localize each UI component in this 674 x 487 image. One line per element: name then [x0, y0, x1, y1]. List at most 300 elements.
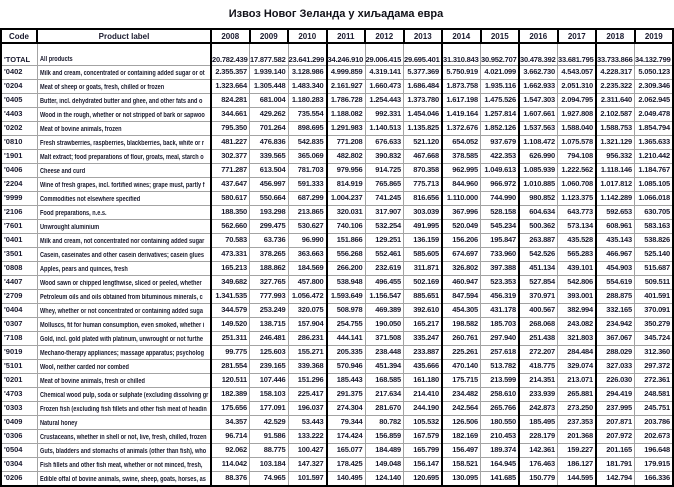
product-label-cell[interactable]	[37, 303, 211, 317]
value-cell-2011[interactable]: 291.375	[327, 387, 366, 401]
value-cell-2019[interactable]: 509.511	[635, 275, 674, 289]
code-cell[interactable]: '4407	[1, 275, 37, 289]
value-cell-2012[interactable]: 232.619	[365, 261, 404, 275]
value-cell-2019[interactable]: 350.279	[635, 317, 674, 331]
value-cell-2017[interactable]: 643.773	[558, 205, 597, 219]
value-cell-2008[interactable]: 99.775	[211, 345, 250, 359]
product-label-cell[interactable]	[37, 107, 211, 121]
value-cell-2009[interactable]: 1.305.448	[250, 79, 289, 93]
value-cell-2013[interactable]: 435.666	[404, 359, 443, 373]
value-cell-2016[interactable]: 1.010.885	[519, 177, 558, 191]
column-header-2016[interactable]: 2016	[519, 29, 558, 43]
value-cell-2015[interactable]: 189.374	[481, 443, 520, 457]
value-cell-2018[interactable]: 142.794	[596, 471, 635, 486]
value-cell-2014[interactable]: 260.761	[442, 331, 481, 345]
value-cell-2016[interactable]: 251.438	[519, 331, 558, 345]
value-cell-2019[interactable]: 2.309.346	[635, 79, 674, 93]
column-header-2013[interactable]: 2013	[404, 29, 443, 43]
value-cell-2008[interactable]: 562.660	[211, 219, 250, 233]
value-cell-2015[interactable]: 528.158	[481, 205, 520, 219]
value-cell-2014[interactable]: 156.206	[442, 233, 481, 247]
value-cell-2008[interactable]: 92.062	[211, 443, 250, 457]
product-label-cell[interactable]	[37, 275, 211, 289]
code-cell[interactable]: 'TOTAL	[1, 43, 37, 65]
value-cell-2009[interactable]: 103.184	[250, 457, 289, 471]
value-cell-2012[interactable]: 371.508	[365, 331, 404, 345]
value-cell-2009[interactable]: 246.481	[250, 331, 289, 345]
value-cell-2017[interactable]: 393.001	[558, 289, 597, 303]
value-cell-2019[interactable]: 515.687	[635, 261, 674, 275]
value-cell-2017[interactable]: 2.051.310	[558, 79, 597, 93]
value-cell-2014[interactable]: 31.310.843	[442, 43, 481, 65]
value-cell-2009[interactable]: 91.586	[250, 429, 289, 443]
value-cell-2014[interactable]: 242.564	[442, 401, 481, 415]
value-cell-2014[interactable]: 198.582	[442, 317, 481, 331]
value-cell-2015[interactable]: 1.852.126	[481, 121, 520, 135]
value-cell-2014[interactable]: 130.095	[442, 471, 481, 486]
value-cell-2018[interactable]: 288.029	[596, 345, 635, 359]
value-cell-2017[interactable]: 33.681.795	[558, 43, 597, 65]
value-cell-2008[interactable]: 88.376	[211, 471, 250, 486]
code-cell[interactable]: '0808	[1, 261, 37, 275]
value-cell-2008[interactable]: 34.357	[211, 415, 250, 429]
value-cell-2011[interactable]: 556.268	[327, 247, 366, 261]
value-cell-2014[interactable]: 520.049	[442, 219, 481, 233]
value-cell-2019[interactable]: 525.140	[635, 247, 674, 261]
code-cell[interactable]: '0402	[1, 65, 37, 79]
value-cell-2017[interactable]: 565.283	[558, 247, 597, 261]
value-cell-2014[interactable]: 654.052	[442, 135, 481, 149]
value-cell-2012[interactable]: 238.448	[365, 345, 404, 359]
value-cell-2013[interactable]: 392.610	[404, 303, 443, 317]
value-cell-2016[interactable]: 1.537.563	[519, 121, 558, 135]
value-cell-2018[interactable]: 435.143	[596, 233, 635, 247]
value-cell-2009[interactable]: 701.264	[250, 121, 289, 135]
value-cell-2013[interactable]: 585.605	[404, 247, 443, 261]
value-cell-2018[interactable]: 332.165	[596, 303, 635, 317]
value-cell-2018[interactable]: 237.995	[596, 401, 635, 415]
value-cell-2013[interactable]: 502.169	[404, 275, 443, 289]
value-cell-2015[interactable]: 733.960	[481, 247, 520, 261]
value-cell-2013[interactable]: 105.532	[404, 415, 443, 429]
value-cell-2011[interactable]: 174.424	[327, 429, 366, 443]
value-cell-2012[interactable]: 992.331	[365, 107, 404, 121]
code-cell[interactable]: '0306	[1, 429, 37, 443]
value-cell-2014[interactable]: 674.697	[442, 247, 481, 261]
value-cell-2010[interactable]: 781.703	[288, 163, 327, 177]
value-cell-2009[interactable]: 476.836	[250, 135, 289, 149]
value-cell-2009[interactable]: 1.939.140	[250, 65, 289, 79]
value-cell-2017[interactable]: 573.134	[558, 219, 597, 233]
value-cell-2012[interactable]: 765.865	[365, 177, 404, 191]
value-cell-2010[interactable]: 1.180.283	[288, 93, 327, 107]
value-cell-2011[interactable]: 740.106	[327, 219, 366, 233]
value-cell-2017[interactable]: 243.082	[558, 317, 597, 331]
value-cell-2012[interactable]: 190.050	[365, 317, 404, 331]
value-cell-2013[interactable]: 120.695	[404, 471, 443, 486]
value-cell-2010[interactable]: 1.056.472	[288, 289, 327, 303]
value-cell-2016[interactable]: 142.361	[519, 443, 558, 457]
value-cell-2014[interactable]: 1.873.758	[442, 79, 481, 93]
value-cell-2016[interactable]: 272.207	[519, 345, 558, 359]
column-header-2015[interactable]: 2015	[481, 29, 520, 43]
value-cell-2018[interactable]: 2.235.322	[596, 79, 635, 93]
value-cell-2012[interactable]: 676.633	[365, 135, 404, 149]
product-label-cell[interactable]	[37, 457, 211, 471]
product-label-cell[interactable]	[37, 205, 211, 219]
product-label-cell[interactable]	[37, 233, 211, 247]
code-cell[interactable]: '0409	[1, 415, 37, 429]
value-cell-2017[interactable]: 1.060.708	[558, 177, 597, 191]
value-cell-2008[interactable]: 344.579	[211, 303, 250, 317]
value-cell-2013[interactable]: 775.713	[404, 177, 443, 191]
value-cell-2017[interactable]: 186.127	[558, 457, 597, 471]
code-cell[interactable]: '0405	[1, 93, 37, 107]
value-cell-2010[interactable]: 320.075	[288, 303, 327, 317]
value-cell-2012[interactable]: 281.670	[365, 401, 404, 415]
value-cell-2013[interactable]: 214.410	[404, 387, 443, 401]
value-cell-2015[interactable]: 30.952.707	[481, 43, 520, 65]
value-cell-2011[interactable]: 1.593.649	[327, 289, 366, 303]
value-cell-2012[interactable]: 156.859	[365, 429, 404, 443]
value-cell-2014[interactable]: 367.996	[442, 205, 481, 219]
value-cell-2016[interactable]: 214.351	[519, 373, 558, 387]
value-cell-2016[interactable]: 542.526	[519, 247, 558, 261]
value-cell-2015[interactable]: 141.685	[481, 471, 520, 486]
value-cell-2008[interactable]: 349.682	[211, 275, 250, 289]
value-cell-2018[interactable]: 181.791	[596, 457, 635, 471]
value-cell-2017[interactable]: 159.227	[558, 443, 597, 457]
value-cell-2015[interactable]: 258.610	[481, 387, 520, 401]
value-cell-2008[interactable]: 481.227	[211, 135, 250, 149]
value-cell-2012[interactable]: 469.389	[365, 303, 404, 317]
value-cell-2019[interactable]: 202.673	[635, 429, 674, 443]
value-cell-2019[interactable]: 370.091	[635, 303, 674, 317]
value-cell-2018[interactable]: 592.653	[596, 205, 635, 219]
value-cell-2012[interactable]: 124.140	[365, 471, 404, 486]
value-cell-2009[interactable]: 299.475	[250, 219, 289, 233]
value-cell-2018[interactable]: 554.619	[596, 275, 635, 289]
value-cell-2011[interactable]: 274.304	[327, 401, 366, 415]
value-cell-2015[interactable]: 513.782	[481, 359, 520, 373]
value-cell-2019[interactable]: 1.210.442	[635, 149, 674, 163]
value-cell-2017[interactable]: 1.075.578	[558, 135, 597, 149]
value-cell-2012[interactable]: 80.782	[365, 415, 404, 429]
value-cell-2011[interactable]: 482.802	[327, 149, 366, 163]
value-cell-2013[interactable]: 165.217	[404, 317, 443, 331]
value-cell-2017[interactable]: 439.101	[558, 261, 597, 275]
value-cell-2011[interactable]: 185.443	[327, 373, 366, 387]
value-cell-2017[interactable]: 329.074	[558, 359, 597, 373]
value-cell-2018[interactable]: 454.903	[596, 261, 635, 275]
column-header-2017[interactable]: 2017	[558, 29, 597, 43]
code-cell[interactable]: '7108	[1, 331, 37, 345]
value-cell-2016[interactable]: 1.108.472	[519, 135, 558, 149]
product-label-cell[interactable]	[37, 121, 211, 135]
value-cell-2008[interactable]: 302.377	[211, 149, 250, 163]
value-cell-2019[interactable]: 297.372	[635, 359, 674, 373]
value-cell-2013[interactable]: 870.358	[404, 163, 443, 177]
value-cell-2011[interactable]: 2.161.927	[327, 79, 366, 93]
code-cell[interactable]: '0810	[1, 135, 37, 149]
value-cell-2017[interactable]: 321.803	[558, 331, 597, 345]
value-cell-2010[interactable]: 101.597	[288, 471, 327, 486]
value-cell-2017[interactable]: 273.250	[558, 401, 597, 415]
value-cell-2014[interactable]: 156.497	[442, 443, 481, 457]
code-cell[interactable]: '5101	[1, 359, 37, 373]
value-cell-2011[interactable]: 34.246.910	[327, 43, 366, 65]
value-cell-2010[interactable]: 133.222	[288, 429, 327, 443]
value-cell-2010[interactable]: 155.271	[288, 345, 327, 359]
value-cell-2010[interactable]: 157.904	[288, 317, 327, 331]
value-cell-2012[interactable]: 4.319.141	[365, 65, 404, 79]
value-cell-2009[interactable]: 107.446	[250, 373, 289, 387]
product-label-cell[interactable]	[37, 93, 211, 107]
value-cell-2015[interactable]: 195.847	[481, 233, 520, 247]
value-cell-2018[interactable]: 234.942	[596, 317, 635, 331]
value-cell-2013[interactable]: 161.180	[404, 373, 443, 387]
value-cell-2019[interactable]: 2.062.945	[635, 93, 674, 107]
value-cell-2008[interactable]: 795.350	[211, 121, 250, 135]
value-cell-2013[interactable]: 165.799	[404, 443, 443, 457]
value-cell-2008[interactable]: 20.782.439	[211, 43, 250, 65]
value-cell-2014[interactable]: 962.995	[442, 163, 481, 177]
value-cell-2019[interactable]: 248.581	[635, 387, 674, 401]
value-cell-2016[interactable]: 500.362	[519, 219, 558, 233]
value-cell-2017[interactable]: 1.222.562	[558, 163, 597, 177]
value-cell-2010[interactable]: 196.037	[288, 401, 327, 415]
value-cell-2008[interactable]: 281.554	[211, 359, 250, 373]
value-cell-2019[interactable]: 538.826	[635, 233, 674, 247]
code-cell[interactable]: '0202	[1, 121, 37, 135]
value-cell-2018[interactable]: 327.033	[596, 359, 635, 373]
value-cell-2010[interactable]: 363.663	[288, 247, 327, 261]
value-cell-2015[interactable]: 545.234	[481, 219, 520, 233]
value-cell-2013[interactable]: 467.668	[404, 149, 443, 163]
value-cell-2018[interactable]: 1.588.753	[596, 121, 635, 135]
value-cell-2008[interactable]: 251.311	[211, 331, 250, 345]
value-cell-2014[interactable]: 126.506	[442, 415, 481, 429]
value-cell-2016[interactable]: 30.478.392	[519, 43, 558, 65]
value-cell-2013[interactable]: 136.159	[404, 233, 443, 247]
value-cell-2008[interactable]: 437.647	[211, 177, 250, 191]
value-cell-2013[interactable]: 1.373.780	[404, 93, 443, 107]
value-cell-2015[interactable]: 185.703	[481, 317, 520, 331]
value-cell-2014[interactable]: 1.617.198	[442, 93, 481, 107]
value-cell-2012[interactable]: 29.006.415	[365, 43, 404, 65]
value-cell-2014[interactable]: 326.802	[442, 261, 481, 275]
product-label-cell[interactable]	[37, 247, 211, 261]
code-cell[interactable]: '7601	[1, 219, 37, 233]
column-header-2008[interactable]: 2008	[211, 29, 250, 43]
value-cell-2015[interactable]: 4.021.099	[481, 65, 520, 79]
value-cell-2012[interactable]: 149.048	[365, 457, 404, 471]
value-cell-2018[interactable]: 226.030	[596, 373, 635, 387]
value-cell-2018[interactable]: 466.967	[596, 247, 635, 261]
value-cell-2019[interactable]: 179.915	[635, 457, 674, 471]
value-cell-2013[interactable]: 1.686.484	[404, 79, 443, 93]
value-cell-2016[interactable]: 400.567	[519, 303, 558, 317]
value-cell-2016[interactable]: 1.607.661	[519, 107, 558, 121]
value-cell-2015[interactable]: 213.599	[481, 373, 520, 387]
value-cell-2017[interactable]: 435.528	[558, 233, 597, 247]
value-cell-2015[interactable]: 297.940	[481, 331, 520, 345]
product-label-cell[interactable]	[37, 219, 211, 233]
value-cell-2015[interactable]: 1.049.613	[481, 163, 520, 177]
product-label-cell[interactable]	[37, 345, 211, 359]
value-cell-2009[interactable]: 158.103	[250, 387, 289, 401]
product-label-cell[interactable]	[37, 289, 211, 303]
value-cell-2010[interactable]: 591.333	[288, 177, 327, 191]
value-cell-2015[interactable]: 966.972	[481, 177, 520, 191]
value-cell-2012[interactable]: 552.461	[365, 247, 404, 261]
value-cell-2016[interactable]: 185.495	[519, 415, 558, 429]
value-cell-2014[interactable]: 5.750.919	[442, 65, 481, 79]
code-cell[interactable]: '4403	[1, 107, 37, 121]
value-cell-2017[interactable]: 542.806	[558, 275, 597, 289]
value-cell-2010[interactable]: 3.128.986	[288, 65, 327, 79]
value-cell-2011[interactable]: 570.946	[327, 359, 366, 373]
value-cell-2009[interactable]: 125.603	[250, 345, 289, 359]
value-cell-2015[interactable]: 431.178	[481, 303, 520, 317]
value-cell-2009[interactable]: 17.877.582	[250, 43, 289, 65]
value-cell-2010[interactable]: 898.695	[288, 121, 327, 135]
value-cell-2013[interactable]: 167.579	[404, 429, 443, 443]
value-cell-2015[interactable]: 257.618	[481, 345, 520, 359]
value-cell-2011[interactable]: 165.077	[327, 443, 366, 457]
value-cell-2012[interactable]: 1.140.513	[365, 121, 404, 135]
value-cell-2009[interactable]: 777.993	[250, 289, 289, 303]
code-cell[interactable]: '9999	[1, 191, 37, 205]
product-label-cell[interactable]	[37, 415, 211, 429]
code-cell[interactable]: '0406	[1, 163, 37, 177]
value-cell-2015[interactable]: 422.353	[481, 149, 520, 163]
value-cell-2016[interactable]: 980.852	[519, 191, 558, 205]
value-cell-2017[interactable]: 1.927.808	[558, 107, 597, 121]
value-cell-2015[interactable]: 397.388	[481, 261, 520, 275]
product-label-cell[interactable]	[37, 331, 211, 345]
value-cell-2014[interactable]: 844.960	[442, 177, 481, 191]
value-cell-2011[interactable]: 538.948	[327, 275, 366, 289]
product-label-cell[interactable]	[37, 191, 211, 205]
value-cell-2015[interactable]: 456.319	[481, 289, 520, 303]
code-cell[interactable]: '0201	[1, 373, 37, 387]
value-cell-2017[interactable]: 2.094.795	[558, 93, 597, 107]
value-cell-2019[interactable]: 1.066.018	[635, 191, 674, 205]
value-cell-2008[interactable]: 824.281	[211, 93, 250, 107]
value-cell-2009[interactable]: 429.262	[250, 107, 289, 121]
value-cell-2019[interactable]: 401.591	[635, 289, 674, 303]
value-cell-2008[interactable]: 580.617	[211, 191, 250, 205]
value-cell-2016[interactable]: 150.779	[519, 471, 558, 486]
value-cell-2018[interactable]: 367.067	[596, 331, 635, 345]
value-cell-2017[interactable]: 201.368	[558, 429, 597, 443]
value-cell-2014[interactable]: 454.305	[442, 303, 481, 317]
value-cell-2015[interactable]: 265.766	[481, 401, 520, 415]
value-cell-2010[interactable]: 23.641.299	[288, 43, 327, 65]
value-cell-2009[interactable]: 88.775	[250, 443, 289, 457]
value-cell-2009[interactable]: 188.862	[250, 261, 289, 275]
value-cell-2008[interactable]: 2.355.357	[211, 65, 250, 79]
value-cell-2012[interactable]: 217.634	[365, 387, 404, 401]
value-cell-2019[interactable]: 1.854.794	[635, 121, 674, 135]
value-cell-2011[interactable]: 979.956	[327, 163, 366, 177]
value-cell-2009[interactable]: 378.265	[250, 247, 289, 261]
value-cell-2010[interactable]: 530.627	[288, 219, 327, 233]
value-cell-2014[interactable]: 1.372.676	[442, 121, 481, 135]
value-cell-2016[interactable]: 263.887	[519, 233, 558, 247]
product-label-cell[interactable]	[37, 429, 211, 443]
value-cell-2013[interactable]: 244.190	[404, 401, 443, 415]
code-cell[interactable]: '9019	[1, 345, 37, 359]
value-cell-2011[interactable]: 151.866	[327, 233, 366, 247]
value-cell-2011[interactable]: 4.999.859	[327, 65, 366, 79]
column-header-2019[interactable]: 2019	[635, 29, 674, 43]
value-cell-2018[interactable]: 33.733.866	[596, 43, 635, 65]
value-cell-2019[interactable]: 203.786	[635, 415, 674, 429]
value-cell-2011[interactable]: 205.335	[327, 345, 366, 359]
column-header-2014[interactable]: 2014	[442, 29, 481, 43]
value-cell-2010[interactable]: 147.327	[288, 457, 327, 471]
value-cell-2008[interactable]: 114.042	[211, 457, 250, 471]
column-header-2011[interactable]: 2011	[327, 29, 366, 43]
value-cell-2011[interactable]: 1.291.983	[327, 121, 366, 135]
value-cell-2009[interactable]: 42.529	[250, 415, 289, 429]
value-cell-2012[interactable]: 168.585	[365, 373, 404, 387]
value-cell-2011[interactable]: 814.919	[327, 177, 366, 191]
value-cell-2019[interactable]: 1.085.105	[635, 177, 674, 191]
value-cell-2016[interactable]: 451.134	[519, 261, 558, 275]
value-cell-2013[interactable]: 335.247	[404, 331, 443, 345]
value-cell-2018[interactable]: 956.332	[596, 149, 635, 163]
value-cell-2015[interactable]: 1.257.814	[481, 107, 520, 121]
value-cell-2015[interactable]: 744.990	[481, 191, 520, 205]
value-cell-2009[interactable]: 63.736	[250, 233, 289, 247]
value-cell-2019[interactable]: 34.132.799	[635, 43, 674, 65]
value-cell-2012[interactable]: 451.394	[365, 359, 404, 373]
code-cell[interactable]: '0204	[1, 79, 37, 93]
value-cell-2015[interactable]: 937.679	[481, 135, 520, 149]
value-cell-2013[interactable]: 233.887	[404, 345, 443, 359]
value-cell-2019[interactable]: 196.648	[635, 443, 674, 457]
value-cell-2009[interactable]: 138.715	[250, 317, 289, 331]
column-header-code[interactable]: Code	[1, 29, 37, 43]
value-cell-2012[interactable]: 1.660.473	[365, 79, 404, 93]
value-cell-2009[interactable]: 193.298	[250, 205, 289, 219]
value-cell-2017[interactable]: 284.484	[558, 345, 597, 359]
value-cell-2014[interactable]: 234.482	[442, 387, 481, 401]
value-cell-2018[interactable]: 1.118.146	[596, 163, 635, 177]
value-cell-2012[interactable]: 317.907	[365, 205, 404, 219]
column-header-2012[interactable]: 2012	[365, 29, 404, 43]
value-cell-2013[interactable]: 491.995	[404, 219, 443, 233]
value-cell-2019[interactable]: 245.751	[635, 401, 674, 415]
value-cell-2016[interactable]: 1.662.933	[519, 79, 558, 93]
code-cell[interactable]: '0404	[1, 303, 37, 317]
value-cell-2011[interactable]: 1.786.728	[327, 93, 366, 107]
value-cell-2008[interactable]: 165.213	[211, 261, 250, 275]
value-cell-2011[interactable]: 266.200	[327, 261, 366, 275]
product-label-cell[interactable]	[37, 317, 211, 331]
value-cell-2017[interactable]: 237.353	[558, 415, 597, 429]
value-cell-2012[interactable]: 532.254	[365, 219, 404, 233]
value-cell-2018[interactable]: 608.961	[596, 219, 635, 233]
value-cell-2016[interactable]: 1.547.303	[519, 93, 558, 107]
value-cell-2012[interactable]: 184.489	[365, 443, 404, 457]
value-cell-2019[interactable]: 1.184.767	[635, 163, 674, 177]
value-cell-2011[interactable]: 79.344	[327, 415, 366, 429]
value-cell-2013[interactable]: 311.871	[404, 261, 443, 275]
